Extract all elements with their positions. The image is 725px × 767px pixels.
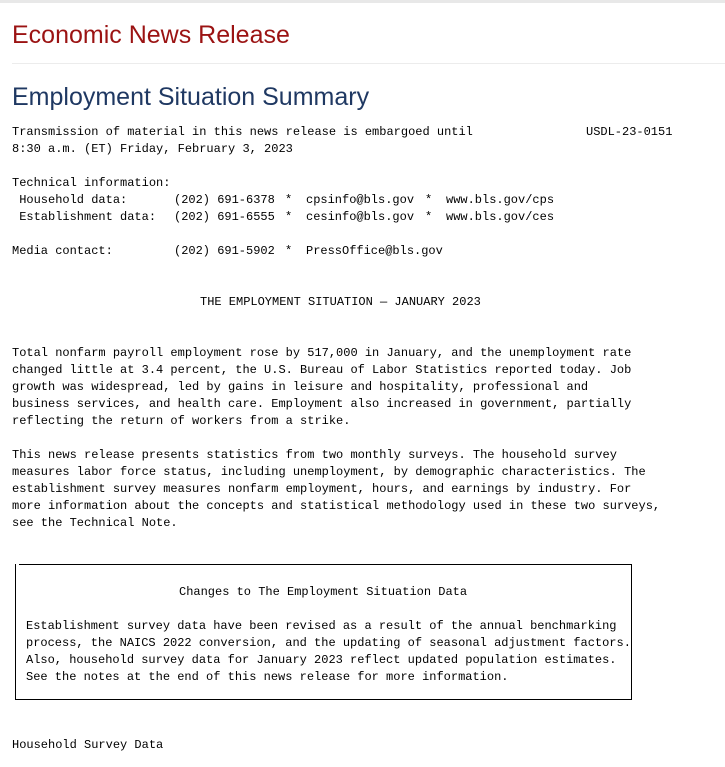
box-bottom-rule (16, 699, 631, 700)
embargo-line-1: Transmission of material in this news release is embargoed until (12, 125, 473, 139)
paragraph-1-line: Total nonfarm payroll employment rose by 517,000 in January, and the unemployment rate (12, 346, 632, 360)
changes-box-title: Changes to The Employment Situation Data (179, 585, 468, 599)
paragraph-1-line: growth was widespread, led by gains in leisure and hospitality, professional and (12, 380, 589, 394)
paragraph-2-line: This news release presents statistics from two monthly surveys. The household survey (12, 448, 617, 462)
establishment-email[interactable]: cesinfo@bls.gov (306, 210, 415, 224)
household-label: Household data: (12, 193, 128, 207)
page-title: Employment Situation Summary (12, 83, 370, 111)
media-phone: (202) 691-5902 (174, 244, 275, 258)
embargo-line-2: 8:30 a.m. (ET) Friday, February 3, 2023 (12, 142, 293, 156)
box-top-rule (19, 564, 631, 565)
changes-box-line: Establishment survey data have been revised as a result of the annual benchmarking (26, 619, 617, 633)
paragraph-2-line: see the Technical Note. (12, 516, 178, 530)
establishment-web[interactable]: www.bls.gov/ces (446, 210, 555, 224)
establishment-phone: (202) 691-6555 (174, 210, 275, 224)
media-email[interactable]: PressOffice@bls.gov (306, 244, 443, 258)
title-divider (12, 63, 725, 64)
media-label: Media contact: (12, 244, 113, 258)
separator: * (285, 244, 293, 258)
household-email[interactable]: cpsinfo@bls.gov (306, 193, 415, 207)
release-id: USDL-23-0151 (586, 125, 673, 139)
paragraph-1-line: changed little at 3.4 percent, the U.S. Bureau of Labor Statistics reported today. Job (12, 363, 632, 377)
household-phone: (202) 691-6378 (174, 193, 275, 207)
separator: * (285, 193, 293, 207)
paragraph-1-line: reflecting the return of workers from a strike. (12, 414, 351, 428)
paragraph-2-line: measures labor force status, including unemployment, by demographic characteristics. The (12, 465, 646, 479)
release-headline: THE EMPLOYMENT SITUATION — JANUARY 2023 (200, 295, 481, 309)
release-title: Economic News Release (12, 21, 290, 49)
establishment-label: Establishment data: (12, 210, 157, 224)
changes-box-line: Also, household survey data for January 2023 reflect updated population estimates. (26, 653, 617, 667)
tech-info-heading: Technical information: (12, 176, 171, 190)
household-web[interactable]: www.bls.gov/cps (446, 193, 555, 207)
separator: * (425, 210, 433, 224)
separator: * (285, 210, 293, 224)
changes-box-line: See the notes at the end of this news release for more information. (26, 670, 509, 684)
paragraph-2-line: establishment survey measures nonfarm employment, hours, and earnings by industry. For (12, 482, 632, 496)
top-border (0, 0, 725, 3)
separator: * (425, 193, 433, 207)
changes-box-line: process, the NAICS 2022 conversion, and the updating of seasonal adjustment factors. (26, 636, 631, 650)
paragraph-1-line: business services, and health care. Employment also increased in government, partially (12, 397, 632, 411)
household-survey-heading: Household Survey Data (12, 738, 164, 752)
paragraph-2-line: more information about the concepts and statistical methodology used in these two surveys, (12, 499, 661, 513)
